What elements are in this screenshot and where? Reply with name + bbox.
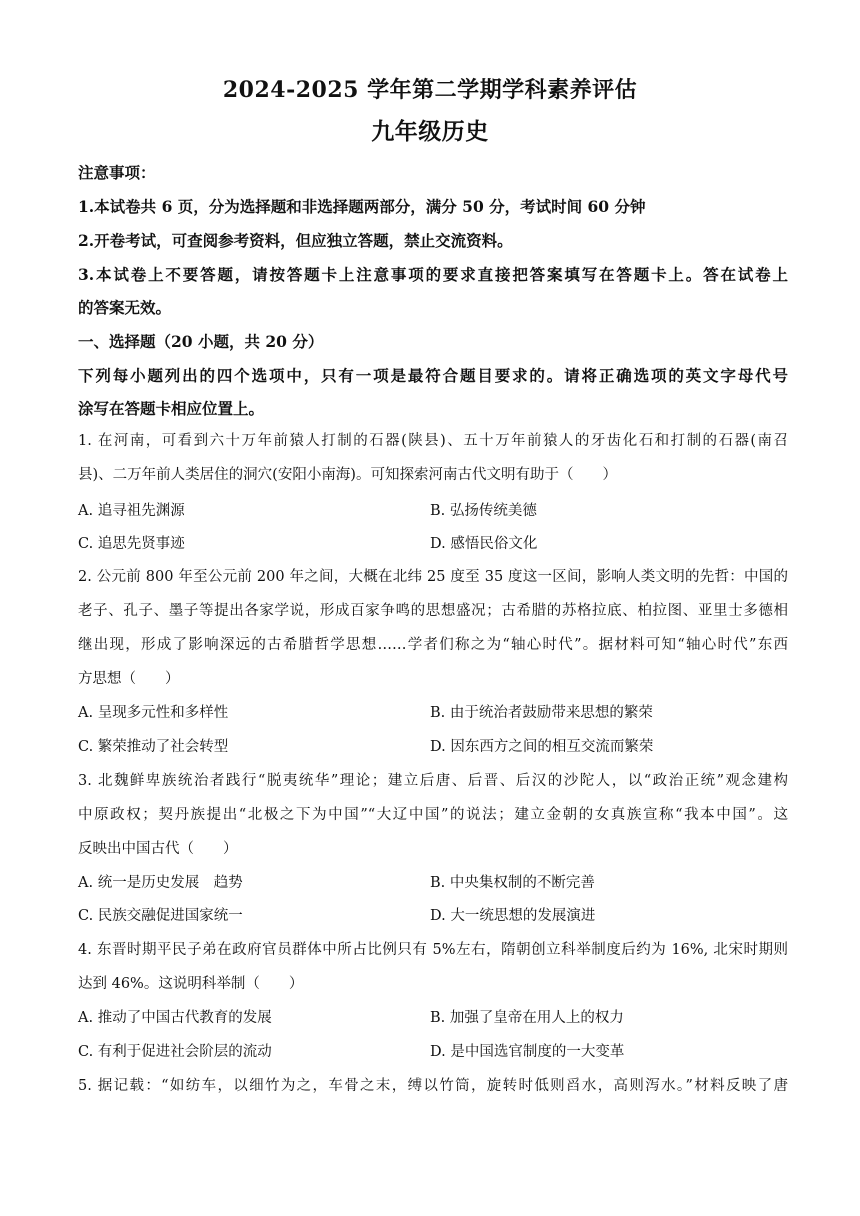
question-1-line-2: 县)、二万年前人类居住的洞穴(安阳小南海)。可知探索河南古代文明有助于（ ） — [78, 467, 617, 483]
notice-item-1: 1.本试卷共 6 页，分为选择题和非选择题两部分，满分 50 分，考试时间 60 分钟 — [78, 197, 646, 216]
section-instruction-line-1: 下列每小题列出的四个选项中，只有一项是最符合题目要求的。请将正确选项的英文字母代号 — [78, 366, 788, 385]
question-3-line-1: 3. 北魏鲜卑族统治者践行“脱夷统华”理论；建立后唐、后晋、后汉的沙陀人，以“政治正统”观念建构 — [78, 773, 788, 789]
notice-heading: 注意事项： — [78, 163, 156, 182]
question-1-option-b: B. 弘扬传统美德 — [430, 503, 537, 519]
question-4-option-a: A. 推动了中国古代教育的发展 — [78, 1010, 272, 1026]
question-2-option-d: D. 因东西方之间的相互交流而繁荣 — [430, 739, 654, 755]
question-2-line-4: 方思想（ ） — [78, 671, 180, 687]
question-1-option-c: C. 追思先贤事迹 — [78, 536, 185, 552]
exam-title: 2024-2025 学年第二学期学科素养评估 — [222, 77, 638, 103]
question-3-option-c: C. 民族交融促进国家统一 — [78, 908, 243, 924]
question-3-option-d: D. 大一统思想的发展演进 — [430, 908, 596, 924]
question-3-line-2: 中原政权；契丹族提出“北极之下为中国”“大辽中国”的说法；建立金朝的女真族宣称“我本中国”。这 — [78, 807, 788, 823]
question-2-option-c: C. 繁荣推动了社会转型 — [78, 739, 229, 755]
question-4-option-c: C. 有利于促进社会阶层的流动 — [78, 1044, 272, 1060]
question-1-option-a: A. 追寻祖先渊源 — [78, 503, 185, 519]
section-instruction-line-2: 涂写在答题卡相应位置上。 — [78, 399, 265, 418]
question-2-option-a: A. 呈现多元性和多样性 — [78, 705, 229, 721]
question-2-option-b: B. 由于统治者鼓励带来思想的繁荣 — [430, 705, 653, 721]
notice-item-3-line-1: 3.本试卷上不要答题，请按答题卡上注意事项的要求直接把答案填写在答题卡上。答在试卷上 — [78, 265, 788, 284]
question-1-option-d: D. 感悟民俗文化 — [430, 536, 538, 552]
question-3-option-a: A. 统一是历史发展 趋势 — [78, 875, 243, 891]
question-4-line-1: 4. 东晋时期平民子弟在政府官员群体中所占比例只有 5%左右，隋朝创立科举制度后约为 16%, 北宋时期则 — [78, 942, 788, 958]
question-2-line-3: 继出现，形成了影响深远的古希腊哲学思想……学者们称之为“轴心时代”。据材料可知“轴心时代”东西 — [78, 637, 788, 653]
notice-item-3-line-2: 的答案无效。 — [78, 298, 172, 317]
notice-item-2: 2.开卷考试，可查阅参考资料，但应独立答题，禁止交流资料。 — [78, 231, 513, 250]
question-5-line-1: 5. 据记载：“如纺车，以细竹为之，车骨之末，缚以竹筒，旋转时低则舀水，高则泻水。”材料反映了唐 — [78, 1078, 788, 1094]
question-3-line-3: 反映出中国古代（ ） — [78, 841, 238, 857]
question-4-option-d: D. 是中国选官制度的一大变革 — [430, 1044, 625, 1060]
question-1-line-1: 1. 在河南，可看到六十万年前猿人打制的石器(陕县)、五十万年前猿人的牙齿化石和打制的石器(南召 — [78, 433, 788, 449]
question-4-line-2: 达到 46%。这说明科举制（ ） — [78, 976, 304, 992]
question-4-option-b: B. 加强了皇帝在用人上的权力 — [430, 1010, 624, 1026]
question-2-line-1: 2. 公元前 800 年至公元前 200 年之间，大概在北纬 25 度至 35 度这一区间，影响人类文明的先哲：中国的 — [78, 569, 788, 585]
section-heading: 一、选择题（20 小题，共 20 分） — [78, 332, 324, 351]
exam-subtitle: 九年级历史 — [371, 118, 489, 145]
question-3-option-b: B. 中央集权制的不断完善 — [430, 875, 595, 891]
question-2-line-2: 老子、孔子、墨子等提出各家学说，形成百家争鸣的思想盛况；古希腊的苏格拉底、柏拉图、亚里士多德相 — [78, 603, 788, 619]
